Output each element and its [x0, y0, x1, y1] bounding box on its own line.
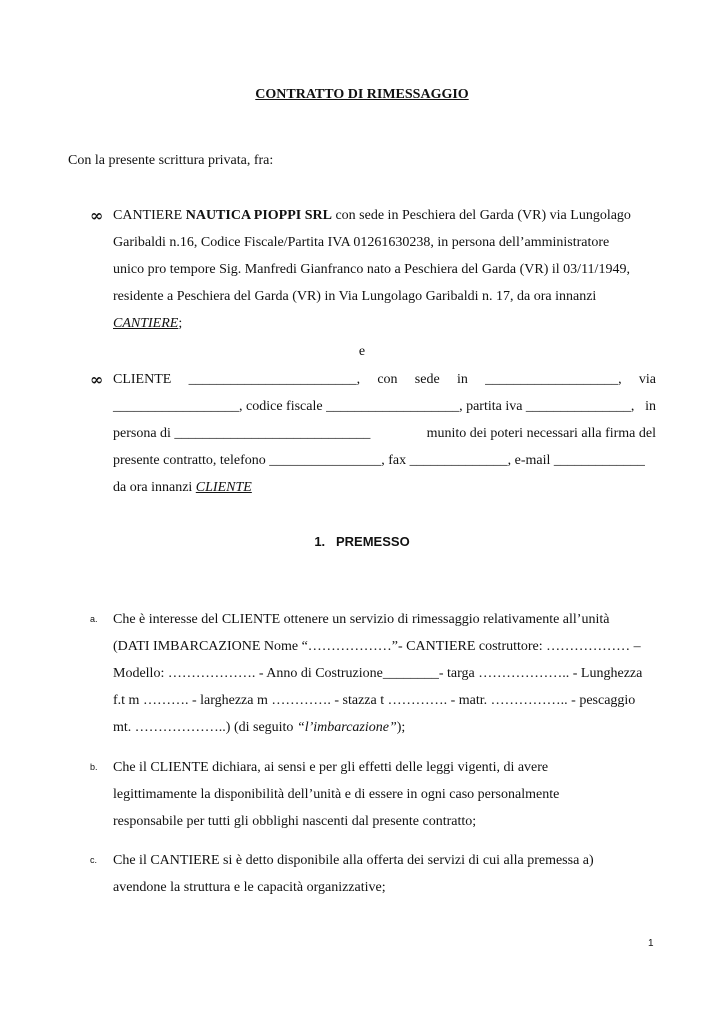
- section-heading: [0, 534, 724, 549]
- cantiere-line-2: Garibaldi n.16, Codice Fiscale/Partita IVA 01261630238, in persona dell’amministratore: [113, 235, 610, 250]
- intro-text: Con la presente scrittura privata, fra:: [68, 153, 274, 168]
- item-b-line-3: responsabile per tutti gli obblighi nascenti dal presente contratto;: [113, 814, 477, 829]
- item-a-line-3: Modello: ………………. - Anno di Costruzione________- targa ……………….. - Lunghezza: [113, 666, 643, 681]
- item-a-line-5: mt. ………………..) (di seguito “l’imbarcazione”);: [113, 720, 406, 735]
- item-marker: b.: [90, 762, 98, 772]
- party-cliente: [90, 366, 656, 501]
- cliente-name-blank: ________________________,: [188, 372, 361, 387]
- party-separator: e: [358, 344, 366, 359]
- item-a-line-1: Che è interesse del CLIENTE ottenere un servizio di rimessaggio relativamente all’unità: [113, 612, 610, 627]
- cliente-line-3: persona di ____________________________ munito dei poteri necessari alla firma del: [113, 426, 656, 441]
- document-title: CONTRATTO DI RIMESSAGGIO: [255, 87, 469, 102]
- infinity-bullet-icon: ∞: [90, 206, 104, 225]
- item-marker: a.: [90, 614, 98, 624]
- section-number: 1.: [314, 534, 326, 549]
- item-c-line-1: Che il CANTIERE si è detto disponibile alla offerta dei servizi di cui alla premessa a): [113, 853, 594, 868]
- cantiere-company-name: NAUTICA PIOPPI SRL: [185, 208, 332, 223]
- item-marker: c.: [90, 855, 98, 865]
- item-b-line-2: legittimamente la disponibilità dell’unità e di essere in ogni caso personalmente: [113, 787, 560, 802]
- cantiere-line-4: residente a Peschiera del Garda (VR) in Via Lungolago Garibaldi n. 17, da ora innanzi: [113, 289, 597, 304]
- item-c-line-2: avendone la struttura e le capacità organizzative;: [113, 880, 386, 895]
- infinity-bullet-icon: ∞: [90, 370, 104, 389]
- item-b-line-1: Che il CLIENTE dichiara, ai sensi e per gli effetti delle leggi vigenti, di avere: [113, 760, 549, 775]
- cliente-line-2: __________________, codice fiscale ___________________, partita iva _______________, in: [113, 399, 656, 414]
- cantiere-alias: CANTIERE: [113, 316, 179, 331]
- cliente-sede-blank: ___________________,: [485, 372, 622, 387]
- cliente-alias-line: da ora innanzi CLIENTE: [113, 480, 252, 495]
- cliente-alias: CLIENTE: [195, 480, 252, 495]
- premessa-item-a: [90, 606, 656, 741]
- section-title: PREMESSO: [336, 534, 410, 549]
- cliente-line-1: CLIENTE ________________________, con sede in ___________________, via: [113, 366, 656, 393]
- cantiere-line-1: CANTIERE NAUTICA PIOPPI SRL con sede in Peschiera del Garda (VR) via Lungolago: [113, 208, 631, 223]
- premessa-item-b: [90, 754, 656, 835]
- party-cantiere: [90, 202, 656, 337]
- cliente-line-4: presente contratto, telefono ________________, fax ______________, e-mail _____________: [113, 453, 645, 468]
- cantiere-line-3: unico pro tempore Sig. Manfredi Gianfranco nato a Peschiera del Garda (VR) il 03/11/1949,: [113, 262, 630, 277]
- item-a-line-2: (DATI IMBARCAZIONE Nome “………………”- CANTIERE costruttore: ……………… –: [113, 639, 641, 654]
- premessa-item-c: [90, 847, 656, 901]
- cantiere-alias-line: CANTIERE;: [113, 316, 183, 331]
- item-a-line-4: f.t m ………. - larghezza m …………. - stazza t …………. - matr. …………….. - pescaggio: [113, 693, 636, 708]
- imbarcazione-alias: “l’imbarcazione”: [296, 720, 397, 735]
- page-number: 1: [648, 938, 654, 949]
